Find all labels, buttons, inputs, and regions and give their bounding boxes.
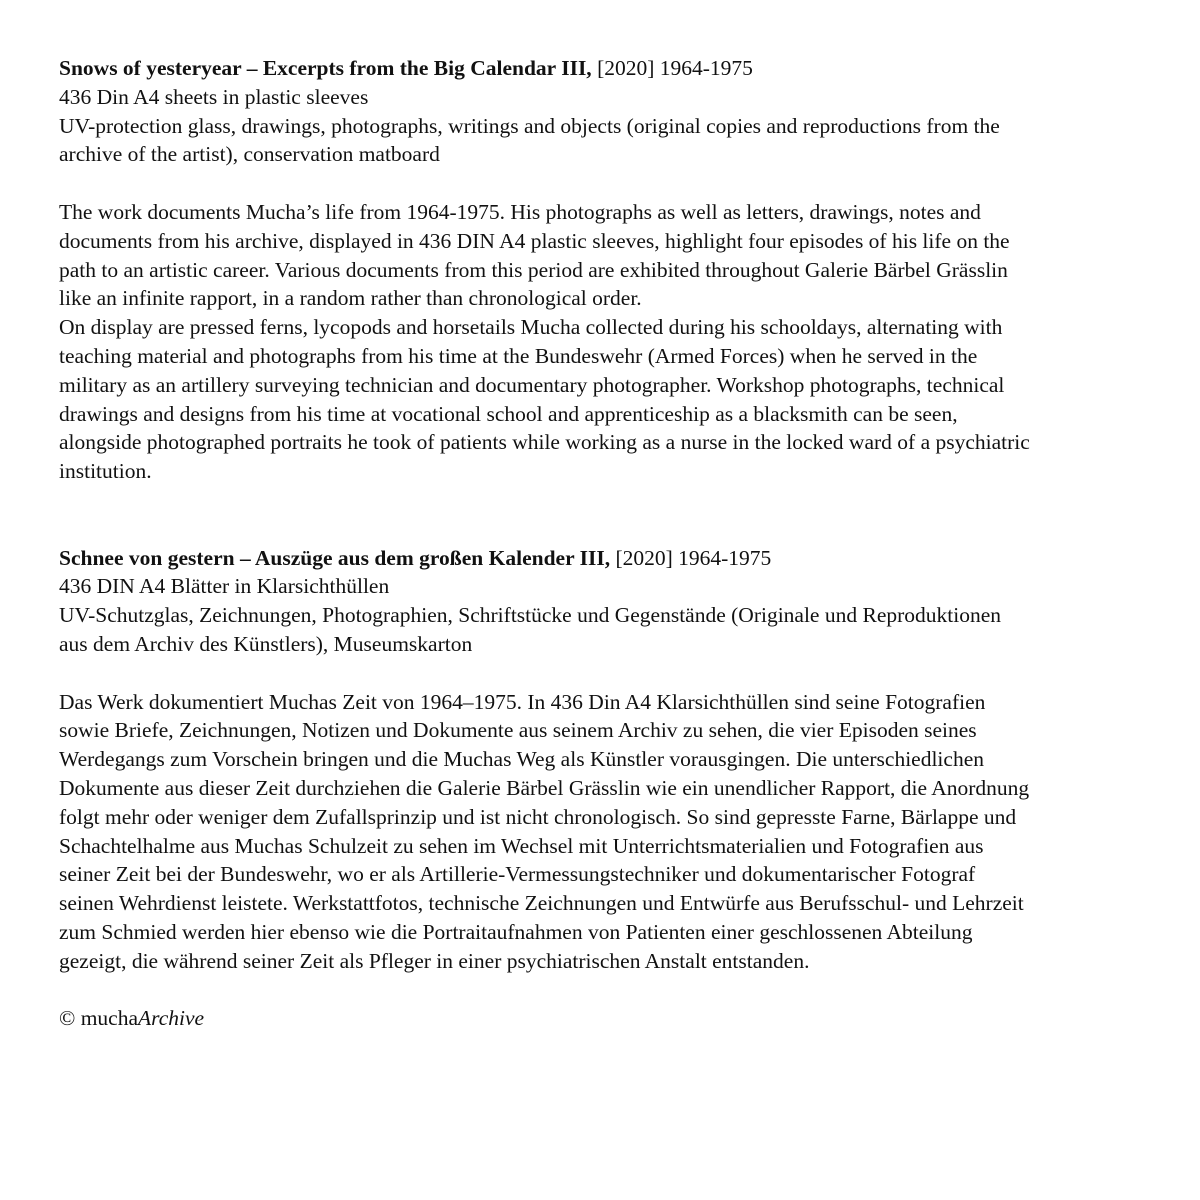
english-body-line: alongside photographed portraits he took of patients while working as a nurse in the locked ward of a psychiatric [59, 430, 1030, 455]
german-detail-line: UV-Schutzglas, Zeichnungen, Photographien, Schriftstücke und Gegenstände (Originale und Reproduktionen [59, 603, 1002, 628]
german-body-line: Das Werk dokumentiert Muchas Zeit von 1964–1975. In 436 Din A4 Klarsichthüllen sind seine Fotografien [59, 689, 986, 714]
english-detail-line: 436 Din A4 sheets in plastic sleeves [59, 84, 369, 109]
german-title-dates: [2020] 1964-1975 [610, 545, 772, 570]
english-body-line: like an infinite rapport, in a random rather than chronological order. [59, 286, 642, 311]
english-body-line: path to an artistic career. Various documents from this period are exhibited throughout Galerie Bärbel Grässlin [59, 257, 1008, 282]
english-detail-line: archive of the artist), conservation matboard [59, 142, 440, 167]
english-section [59, 54, 1159, 486]
german-body-line: Dokumente aus dieser Zeit durchziehen die Galerie Bärbel Grässlin wie ein unendlicher Rapport, die Anordnung [59, 775, 1030, 800]
german-body-line: folgt mehr oder weniger dem Zufallsprinzip und ist nicht chronologisch. So sind gepresste Farne, Bärlappe und [59, 804, 1017, 829]
english-body-line: The work documents Mucha’s life from 1964-1975. His photographs as well as letters, drawings, notes and [59, 199, 981, 224]
english-body-line: drawings and designs from his time at vocational school and apprenticeship as a blacksmith can be seen, [59, 401, 958, 426]
german-body-line: Werdegangs zum Vorschein bringen und die Muchas Weg als Künstler vorausgingen. Die unterschiedlichen [59, 747, 984, 772]
english-body-line: institution. [59, 459, 152, 484]
english-body-line: military as an artillery surveying technician and documentary photographer. Workshop photographs, technical [59, 372, 1005, 397]
german-body-line: zum Schmied werden hier ebenso wie die Portraitaufnahmen von Patienten einer geschlossenen Abteilung [59, 919, 973, 944]
german-title [59, 544, 1159, 573]
german-detail-line: 436 DIN A4 Blätter in Klarsichthüllen [59, 574, 390, 599]
copyright-prefix: © mucha [59, 1006, 139, 1031]
german-body-line: sowie Briefe, Zeichnungen, Notizen und Dokumente aus seinem Archiv zu sehen, die vier Episoden seines [59, 718, 977, 743]
german-section [59, 544, 1159, 976]
english-body-line: teaching material and photographs from his time at the Bundeswehr (Armed Forces) when he served in the [59, 343, 978, 368]
german-title-bold: Schnee von gestern – Auszüge aus dem großen Kalender III, [59, 545, 611, 570]
copyright-italic: Archive [138, 1006, 205, 1031]
english-title-dates: [2020] 1964-1975 [591, 56, 753, 80]
document-page [59, 54, 1159, 1033]
english-body-line: documents from his archive, displayed in 436 DIN A4 plastic sleeves, highlight four episodes of his life on the [59, 228, 1010, 253]
copyright-notice [59, 1004, 1159, 1033]
english-title-bold: Snows of yesteryear – Excerpts from the Big Calendar III, [59, 56, 592, 80]
german-body-line: seinen Wehrdienst leistete. Werkstattfotos, technische Zeichnungen und Entwürfe aus Berufsschul- und Lehrzeit [59, 891, 1024, 916]
english-body-line: On display are pressed ferns, lycopods and horsetails Mucha collected during his schooldays, alternating with [59, 315, 1003, 340]
german-body-line: Schachtelhalme aus Muchas Schulzeit zu sehen im Wechsel mit Unterrichtsmaterialien und Fotografien aus [59, 833, 984, 858]
german-body-line: seiner Zeit bei der Bundeswehr, wo er als Artillerie-Vermessungstechniker und dokumentarischer Fotograf [59, 862, 976, 887]
english-detail-line: UV-protection glass, drawings, photographs, writings and objects (original copies and reproductions from the [59, 113, 1000, 138]
german-detail-line: aus dem Archiv des Künstlers), Museumskarton [59, 631, 473, 656]
english-title [59, 54, 1159, 83]
german-body-line: gezeigt, die während seiner Zeit als Pfleger in einer psychiatrischen Anstalt entstanden. [59, 948, 810, 973]
